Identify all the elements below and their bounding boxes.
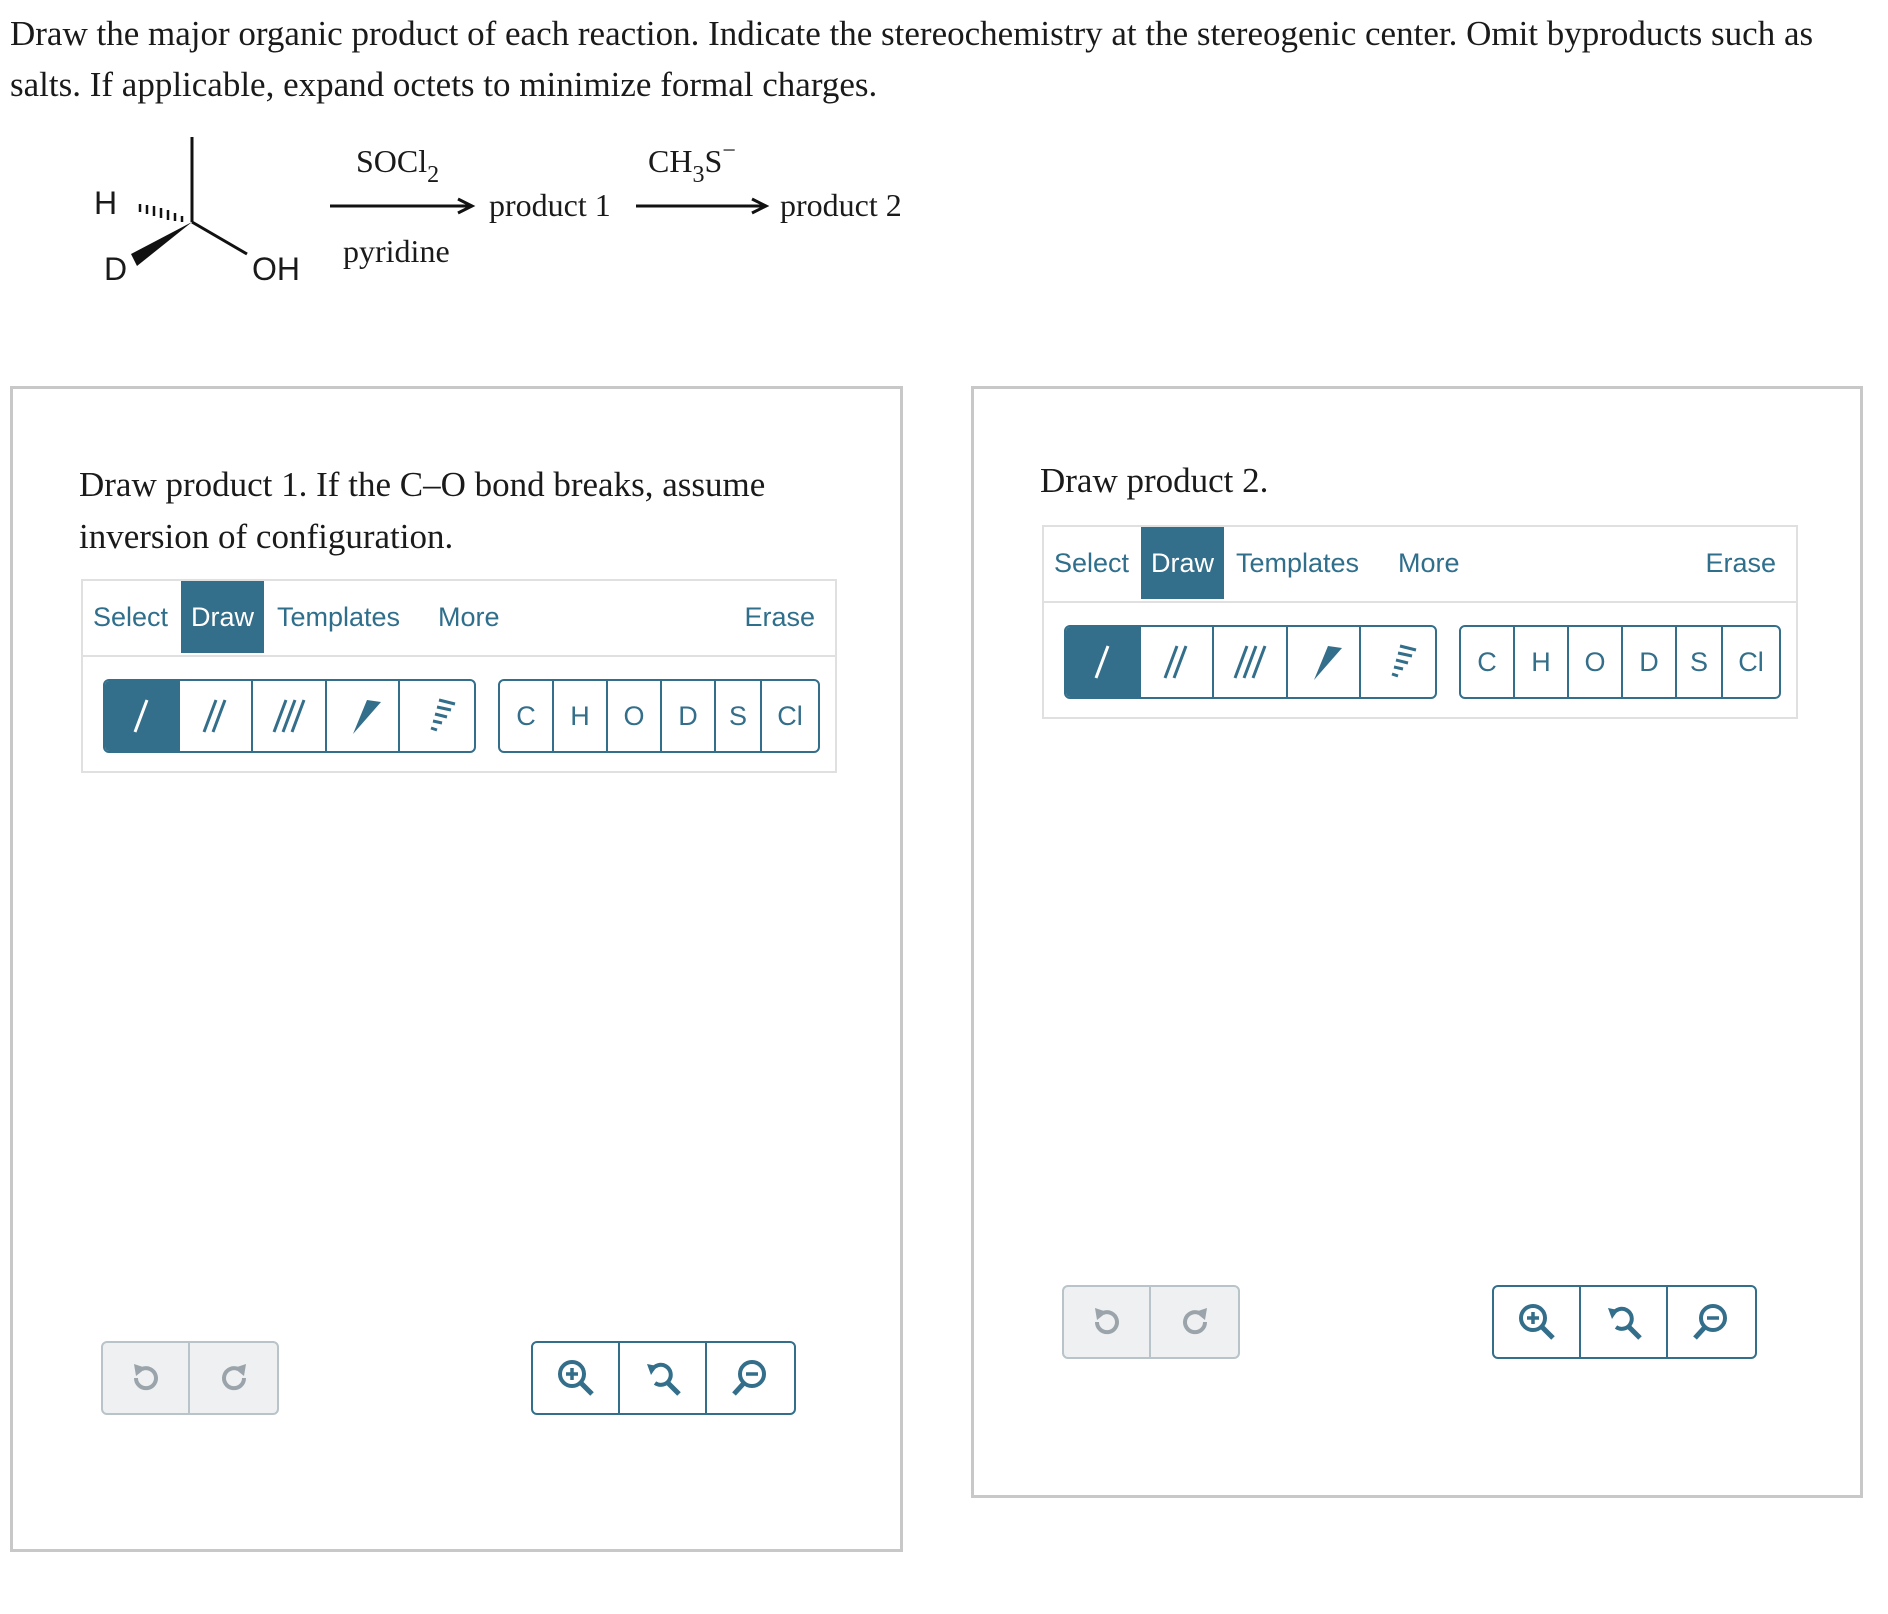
tab-draw[interactable]: Draw bbox=[181, 581, 264, 653]
reagent-ch3s: $CH_3S^-$ bbox=[648, 138, 736, 188]
atom-d-button[interactable]: D bbox=[662, 681, 716, 751]
wedge-bond-button[interactable] bbox=[1288, 627, 1362, 697]
reagent-pyridine: pyridine bbox=[343, 233, 450, 269]
undo-icon bbox=[1089, 1304, 1125, 1340]
single-bond-button[interactable] bbox=[1066, 627, 1141, 697]
zoom-out-icon bbox=[1691, 1302, 1731, 1342]
zoom-reset-button[interactable] bbox=[620, 1343, 707, 1413]
zoom-out-button[interactable] bbox=[707, 1343, 794, 1413]
panel-2-prompt: Draw product 2. bbox=[1040, 461, 1269, 500]
panel-1-prompt: Draw product 1. If the C–O bond breaks, assume inversion of configuration. bbox=[79, 465, 766, 556]
panel-2-toolbar bbox=[1042, 525, 1798, 719]
history-tools bbox=[1062, 1285, 1240, 1359]
zoom-in-button[interactable] bbox=[1494, 1287, 1581, 1357]
zoom-out-button[interactable] bbox=[1668, 1287, 1755, 1357]
undo-button[interactable] bbox=[103, 1343, 190, 1413]
zoom-reset-icon bbox=[1604, 1302, 1644, 1342]
zoom-tools bbox=[531, 1341, 796, 1415]
undo-icon bbox=[128, 1360, 164, 1396]
triple-bond-button[interactable] bbox=[253, 681, 327, 751]
double-bond-icon bbox=[1156, 642, 1196, 682]
redo-button[interactable] bbox=[1151, 1287, 1238, 1357]
zoom-in-icon bbox=[1517, 1302, 1557, 1342]
atom-s-button[interactable]: S bbox=[1677, 627, 1723, 697]
tab-more[interactable]: More bbox=[438, 602, 500, 632]
hash-bond-button[interactable] bbox=[400, 681, 474, 751]
wedge-bond-icon bbox=[1304, 642, 1344, 682]
erase-button[interactable]: Erase bbox=[744, 602, 815, 632]
wedge-bond-to-d bbox=[131, 222, 192, 266]
bond-tools bbox=[103, 679, 476, 753]
redo-icon bbox=[216, 1360, 252, 1396]
single-bond-icon bbox=[121, 696, 161, 736]
erase-button[interactable]: Erase bbox=[1705, 548, 1776, 578]
triple-bond-button[interactable] bbox=[1214, 627, 1288, 697]
atom-oh-label: OH bbox=[252, 251, 300, 287]
atom-c-button[interactable]: C bbox=[500, 681, 554, 751]
tab-select[interactable]: Select bbox=[93, 602, 169, 632]
product-2-label: product 2 bbox=[780, 187, 902, 223]
product-2-panel bbox=[971, 386, 1863, 1498]
atom-d-label: D bbox=[104, 251, 128, 287]
double-bond-icon bbox=[195, 696, 235, 736]
hash-bond-icon bbox=[417, 696, 457, 736]
zoom-in-icon bbox=[556, 1358, 596, 1398]
panel-2-tabs bbox=[1044, 527, 1796, 603]
tab-templates[interactable]: Templates bbox=[1236, 548, 1360, 578]
atom-o-button[interactable]: O bbox=[1569, 627, 1623, 697]
atom-o-button[interactable]: O bbox=[608, 681, 662, 751]
zoom-tools bbox=[1492, 1285, 1757, 1359]
tab-select[interactable]: Select bbox=[1054, 548, 1130, 578]
wedge-bond-icon bbox=[343, 696, 383, 736]
history-tools bbox=[101, 1341, 279, 1415]
hash-bond-to-h bbox=[140, 204, 182, 222]
redo-icon bbox=[1177, 1304, 1213, 1340]
c-o-bond bbox=[192, 222, 247, 254]
single-bond-icon bbox=[1082, 642, 1122, 682]
zoom-reset-icon bbox=[643, 1358, 683, 1398]
double-bond-button[interactable] bbox=[180, 681, 254, 751]
undo-button[interactable] bbox=[1064, 1287, 1151, 1357]
zoom-out-icon bbox=[730, 1358, 770, 1398]
question-text: Draw the major organic product of each reaction. Indicate the stereochemistry at the stereogenic center. Omit byproducts such as salts. If applicable, expand octets to minimize formal charges. bbox=[10, 14, 1814, 104]
double-bond-button[interactable] bbox=[1141, 627, 1215, 697]
atom-s-button[interactable]: S bbox=[716, 681, 762, 751]
tab-draw[interactable]: Draw bbox=[1141, 527, 1224, 599]
redo-button[interactable] bbox=[190, 1343, 277, 1413]
zoom-in-button[interactable] bbox=[533, 1343, 620, 1413]
zoom-reset-button[interactable] bbox=[1581, 1287, 1668, 1357]
product-1-panel bbox=[10, 386, 903, 1552]
panel-1-toolbar bbox=[81, 579, 837, 773]
atom-d-button[interactable]: D bbox=[1623, 627, 1677, 697]
atom-h-button[interactable]: H bbox=[1515, 627, 1569, 697]
atom-c-button[interactable]: C bbox=[1461, 627, 1515, 697]
tab-more[interactable]: More bbox=[1398, 548, 1460, 578]
atom-tools bbox=[1459, 625, 1781, 699]
panel-1-tabs bbox=[83, 581, 835, 657]
single-bond-button[interactable] bbox=[105, 681, 180, 751]
reaction-scheme bbox=[0, 0, 1888, 330]
wedge-bond-button[interactable] bbox=[327, 681, 401, 751]
bond-tools bbox=[1064, 625, 1437, 699]
product-1-label: product 1 bbox=[489, 187, 611, 223]
atom-cl-button[interactable]: Cl bbox=[1738, 646, 1764, 677]
triple-bond-icon bbox=[269, 696, 309, 736]
atom-cl-button[interactable]: Cl bbox=[777, 700, 803, 731]
reagent-socl2: SOCl$_2$ bbox=[356, 143, 440, 188]
atom-h-label: H bbox=[94, 185, 118, 221]
tab-templates[interactable]: Templates bbox=[277, 602, 401, 632]
atom-tools bbox=[498, 679, 820, 753]
hash-bond-button[interactable] bbox=[1361, 627, 1435, 697]
atom-h-button[interactable]: H bbox=[554, 681, 608, 751]
triple-bond-icon bbox=[1230, 642, 1270, 682]
hash-bond-icon bbox=[1378, 642, 1418, 682]
